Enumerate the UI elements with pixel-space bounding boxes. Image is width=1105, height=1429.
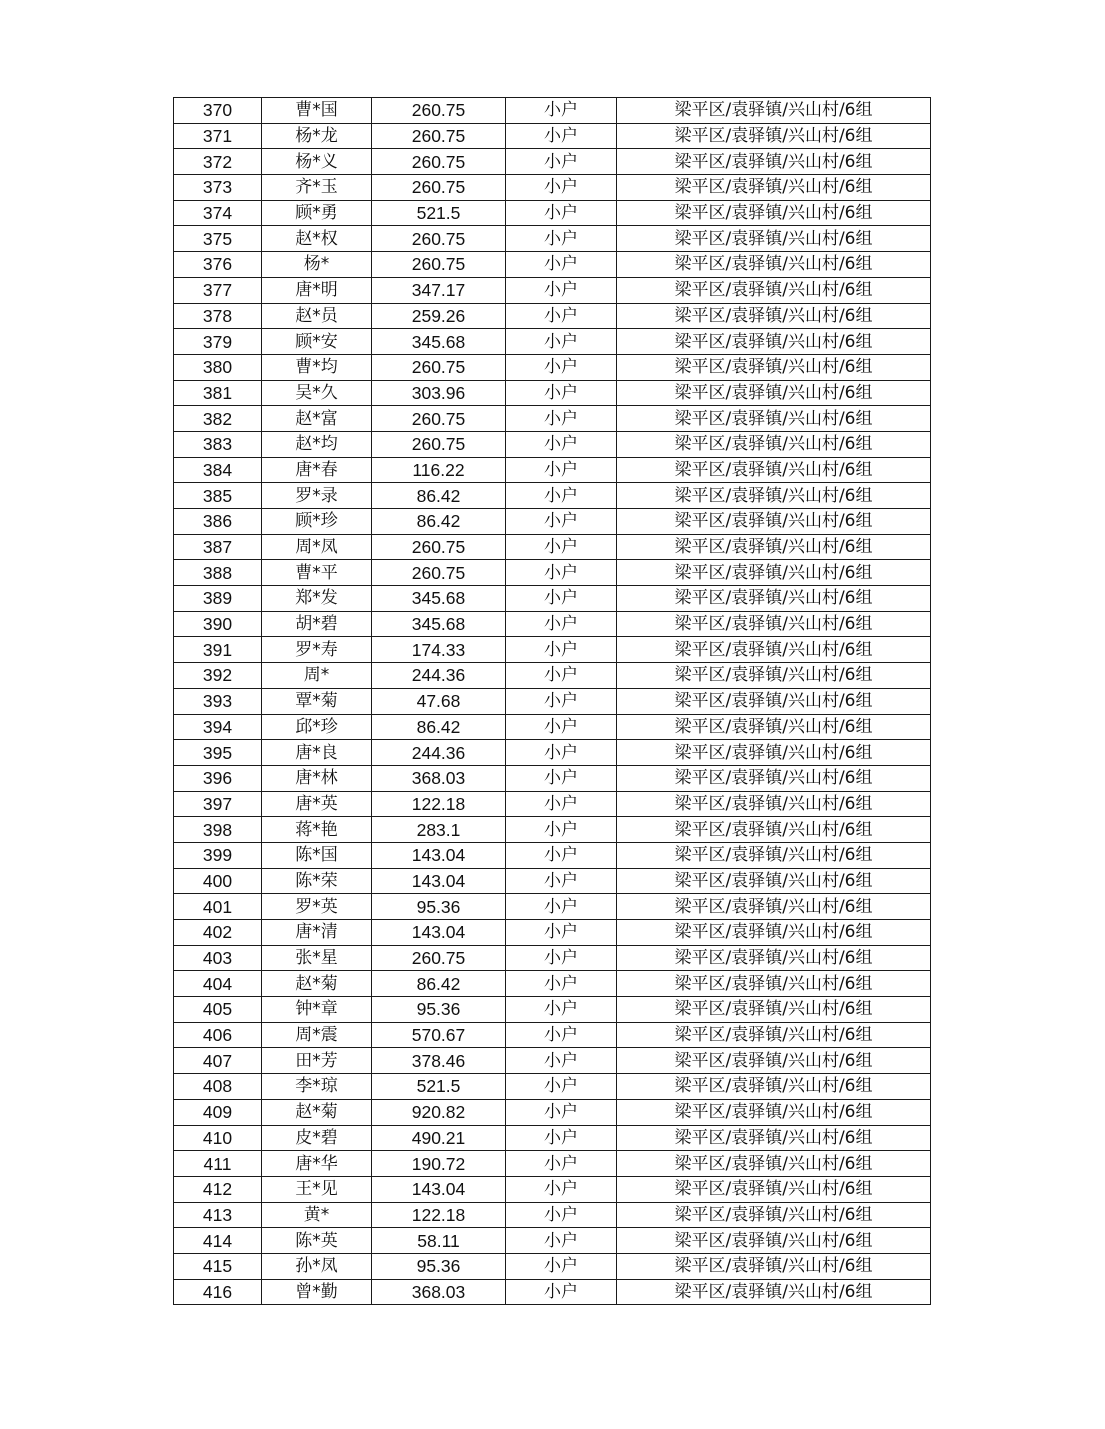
row-number-cell: 416 <box>174 1279 262 1305</box>
household-type-cell: 小户 <box>506 483 617 509</box>
table-row <box>174 200 931 226</box>
amount-cell: 174.33 <box>372 637 506 663</box>
table-row <box>174 1048 931 1074</box>
name-cell: 唐*良 <box>262 740 372 766</box>
row-number-cell: 397 <box>174 791 262 817</box>
household-type-cell: 小户 <box>506 868 617 894</box>
address-cell: 梁平区/袁驿镇/兴山村/6组 <box>617 149 931 175</box>
row-number-cell: 412 <box>174 1176 262 1202</box>
household-type-cell: 小户 <box>506 740 617 766</box>
household-type-cell: 小户 <box>506 509 617 535</box>
table-row <box>174 226 931 252</box>
household-type-cell: 小户 <box>506 688 617 714</box>
address-cell: 梁平区/袁驿镇/兴山村/6组 <box>617 1099 931 1125</box>
address-cell: 梁平区/袁驿镇/兴山村/6组 <box>617 1125 931 1151</box>
amount-cell: 260.75 <box>372 945 506 971</box>
amount-cell: 260.75 <box>372 431 506 457</box>
household-type-cell: 小户 <box>506 714 617 740</box>
row-number-cell: 408 <box>174 1074 262 1100</box>
name-cell: 皮*碧 <box>262 1125 372 1151</box>
table-row <box>174 1253 931 1279</box>
amount-cell: 86.42 <box>372 483 506 509</box>
amount-cell: 378.46 <box>372 1048 506 1074</box>
household-table <box>173 97 931 1305</box>
name-cell: 赵*菊 <box>262 1099 372 1125</box>
row-number-cell: 384 <box>174 457 262 483</box>
name-cell: 唐*林 <box>262 765 372 791</box>
name-cell: 王*见 <box>262 1176 372 1202</box>
address-cell: 梁平区/袁驿镇/兴山村/6组 <box>617 765 931 791</box>
table-row <box>174 997 931 1023</box>
name-cell: 杨*义 <box>262 149 372 175</box>
name-cell: 曹*均 <box>262 354 372 380</box>
household-type-cell: 小户 <box>506 303 617 329</box>
table-row <box>174 431 931 457</box>
address-cell: 梁平区/袁驿镇/兴山村/6组 <box>617 1279 931 1305</box>
household-type-cell: 小户 <box>506 1048 617 1074</box>
household-type-cell: 小户 <box>506 252 617 278</box>
amount-cell: 143.04 <box>372 1176 506 1202</box>
household-type-cell: 小户 <box>506 149 617 175</box>
row-number-cell: 378 <box>174 303 262 329</box>
amount-cell: 920.82 <box>372 1099 506 1125</box>
row-number-cell: 375 <box>174 226 262 252</box>
household-type-cell: 小户 <box>506 1125 617 1151</box>
household-type-cell: 小户 <box>506 997 617 1023</box>
table-row <box>174 354 931 380</box>
household-type-cell: 小户 <box>506 611 617 637</box>
table-row <box>174 277 931 303</box>
amount-cell: 190.72 <box>372 1151 506 1177</box>
amount-cell: 259.26 <box>372 303 506 329</box>
row-number-cell: 392 <box>174 663 262 689</box>
row-number-cell: 376 <box>174 252 262 278</box>
amount-cell: 86.42 <box>372 971 506 997</box>
table-row <box>174 1022 931 1048</box>
amount-cell: 86.42 <box>372 714 506 740</box>
amount-cell: 368.03 <box>372 765 506 791</box>
address-cell: 梁平区/袁驿镇/兴山村/6组 <box>617 842 931 868</box>
address-cell: 梁平区/袁驿镇/兴山村/6组 <box>617 329 931 355</box>
address-cell: 梁平区/袁驿镇/兴山村/6组 <box>617 637 931 663</box>
address-cell: 梁平区/袁驿镇/兴山村/6组 <box>617 483 931 509</box>
row-number-cell: 382 <box>174 406 262 432</box>
table-row <box>174 611 931 637</box>
amount-cell: 122.18 <box>372 791 506 817</box>
address-cell: 梁平区/袁驿镇/兴山村/6组 <box>617 1074 931 1100</box>
amount-cell: 95.36 <box>372 997 506 1023</box>
address-cell: 梁平区/袁驿镇/兴山村/6组 <box>617 123 931 149</box>
name-cell: 田*芳 <box>262 1048 372 1074</box>
amount-cell: 260.75 <box>372 406 506 432</box>
name-cell: 唐*清 <box>262 920 372 946</box>
name-cell: 曹*平 <box>262 560 372 586</box>
table-row <box>174 329 931 355</box>
row-number-cell: 390 <box>174 611 262 637</box>
row-number-cell: 413 <box>174 1202 262 1228</box>
amount-cell: 47.68 <box>372 688 506 714</box>
household-type-cell: 小户 <box>506 1022 617 1048</box>
amount-cell: 260.75 <box>372 534 506 560</box>
amount-cell: 260.75 <box>372 175 506 201</box>
address-cell: 梁平区/袁驿镇/兴山村/6组 <box>617 688 931 714</box>
household-type-cell: 小户 <box>506 1202 617 1228</box>
household-type-cell: 小户 <box>506 637 617 663</box>
name-cell: 顾*勇 <box>262 200 372 226</box>
name-cell: 罗*录 <box>262 483 372 509</box>
address-cell: 梁平区/袁驿镇/兴山村/6组 <box>617 1253 931 1279</box>
household-type-cell: 小户 <box>506 1253 617 1279</box>
name-cell: 唐*华 <box>262 1151 372 1177</box>
row-number-cell: 415 <box>174 1253 262 1279</box>
table-row <box>174 945 931 971</box>
table-row <box>174 842 931 868</box>
name-cell: 周*凤 <box>262 534 372 560</box>
household-type-cell: 小户 <box>506 98 617 124</box>
amount-cell: 368.03 <box>372 1279 506 1305</box>
name-cell: 周* <box>262 663 372 689</box>
amount-cell: 260.75 <box>372 354 506 380</box>
address-cell: 梁平区/袁驿镇/兴山村/6组 <box>617 1202 931 1228</box>
address-cell: 梁平区/袁驿镇/兴山村/6组 <box>617 663 931 689</box>
row-number-cell: 371 <box>174 123 262 149</box>
household-type-cell: 小户 <box>506 1099 617 1125</box>
table-row <box>174 534 931 560</box>
table-row <box>174 637 931 663</box>
name-cell: 郑*发 <box>262 586 372 612</box>
amount-cell: 86.42 <box>372 509 506 535</box>
amount-cell: 570.67 <box>372 1022 506 1048</box>
row-number-cell: 372 <box>174 149 262 175</box>
name-cell: 李*琼 <box>262 1074 372 1100</box>
amount-cell: 521.5 <box>372 200 506 226</box>
address-cell: 梁平区/袁驿镇/兴山村/6组 <box>617 1228 931 1254</box>
table-row <box>174 123 931 149</box>
name-cell: 罗*英 <box>262 894 372 920</box>
household-type-cell: 小户 <box>506 200 617 226</box>
row-number-cell: 383 <box>174 431 262 457</box>
household-type-cell: 小户 <box>506 791 617 817</box>
row-number-cell: 402 <box>174 920 262 946</box>
household-type-cell: 小户 <box>506 765 617 791</box>
row-number-cell: 407 <box>174 1048 262 1074</box>
row-number-cell: 380 <box>174 354 262 380</box>
address-cell: 梁平区/袁驿镇/兴山村/6组 <box>617 920 931 946</box>
address-cell: 梁平区/袁驿镇/兴山村/6组 <box>617 611 931 637</box>
table-row <box>174 406 931 432</box>
amount-cell: 244.36 <box>372 740 506 766</box>
amount-cell: 116.22 <box>372 457 506 483</box>
table-row <box>174 894 931 920</box>
table-row <box>174 98 931 124</box>
household-type-cell: 小户 <box>506 817 617 843</box>
amount-cell: 303.96 <box>372 380 506 406</box>
address-cell: 梁平区/袁驿镇/兴山村/6组 <box>617 98 931 124</box>
amount-cell: 283.1 <box>372 817 506 843</box>
household-type-cell: 小户 <box>506 663 617 689</box>
household-type-cell: 小户 <box>506 380 617 406</box>
row-number-cell: 414 <box>174 1228 262 1254</box>
table-row <box>174 252 931 278</box>
name-cell: 杨* <box>262 252 372 278</box>
amount-cell: 260.75 <box>372 149 506 175</box>
household-type-cell: 小户 <box>506 123 617 149</box>
row-number-cell: 374 <box>174 200 262 226</box>
amount-cell: 345.68 <box>372 611 506 637</box>
household-type-cell: 小户 <box>506 586 617 612</box>
household-type-cell: 小户 <box>506 842 617 868</box>
household-type-cell: 小户 <box>506 406 617 432</box>
name-cell: 陈*荣 <box>262 868 372 894</box>
address-cell: 梁平区/袁驿镇/兴山村/6组 <box>617 226 931 252</box>
household-type-cell: 小户 <box>506 1176 617 1202</box>
household-type-cell: 小户 <box>506 457 617 483</box>
row-number-cell: 396 <box>174 765 262 791</box>
name-cell: 唐*英 <box>262 791 372 817</box>
row-number-cell: 411 <box>174 1151 262 1177</box>
address-cell: 梁平区/袁驿镇/兴山村/6组 <box>617 586 931 612</box>
name-cell: 唐*春 <box>262 457 372 483</box>
name-cell: 唐*明 <box>262 277 372 303</box>
row-number-cell: 400 <box>174 868 262 894</box>
row-number-cell: 377 <box>174 277 262 303</box>
table-row <box>174 971 931 997</box>
table-row <box>174 303 931 329</box>
amount-cell: 95.36 <box>372 894 506 920</box>
row-number-cell: 394 <box>174 714 262 740</box>
name-cell: 赵*权 <box>262 226 372 252</box>
household-type-cell: 小户 <box>506 920 617 946</box>
table-row <box>174 1074 931 1100</box>
row-number-cell: 404 <box>174 971 262 997</box>
address-cell: 梁平区/袁驿镇/兴山村/6组 <box>617 252 931 278</box>
table-row <box>174 586 931 612</box>
table-row <box>174 688 931 714</box>
household-type-cell: 小户 <box>506 431 617 457</box>
name-cell: 陈*国 <box>262 842 372 868</box>
address-cell: 梁平区/袁驿镇/兴山村/6组 <box>617 817 931 843</box>
name-cell: 黄* <box>262 1202 372 1228</box>
row-number-cell: 403 <box>174 945 262 971</box>
row-number-cell: 388 <box>174 560 262 586</box>
address-cell: 梁平区/袁驿镇/兴山村/6组 <box>617 406 931 432</box>
row-number-cell: 373 <box>174 175 262 201</box>
row-number-cell: 401 <box>174 894 262 920</box>
table-row <box>174 765 931 791</box>
address-cell: 梁平区/袁驿镇/兴山村/6组 <box>617 945 931 971</box>
row-number-cell: 381 <box>174 380 262 406</box>
amount-cell: 260.75 <box>372 123 506 149</box>
address-cell: 梁平区/袁驿镇/兴山村/6组 <box>617 714 931 740</box>
name-cell: 赵*富 <box>262 406 372 432</box>
row-number-cell: 409 <box>174 1099 262 1125</box>
address-cell: 梁平区/袁驿镇/兴山村/6组 <box>617 894 931 920</box>
name-cell: 覃*菊 <box>262 688 372 714</box>
amount-cell: 260.75 <box>372 560 506 586</box>
table-row <box>174 175 931 201</box>
household-type-cell: 小户 <box>506 329 617 355</box>
table-row <box>174 509 931 535</box>
amount-cell: 347.17 <box>372 277 506 303</box>
name-cell: 孙*凤 <box>262 1253 372 1279</box>
address-cell: 梁平区/袁驿镇/兴山村/6组 <box>617 791 931 817</box>
amount-cell: 95.36 <box>372 1253 506 1279</box>
row-number-cell: 370 <box>174 98 262 124</box>
address-cell: 梁平区/袁驿镇/兴山村/6组 <box>617 868 931 894</box>
table-row <box>174 1099 931 1125</box>
amount-cell: 143.04 <box>372 920 506 946</box>
address-cell: 梁平区/袁驿镇/兴山村/6组 <box>617 740 931 766</box>
table-row <box>174 868 931 894</box>
row-number-cell: 389 <box>174 586 262 612</box>
name-cell: 张*星 <box>262 945 372 971</box>
table-row <box>174 714 931 740</box>
household-type-cell: 小户 <box>506 1228 617 1254</box>
name-cell: 钟*章 <box>262 997 372 1023</box>
table-row <box>174 663 931 689</box>
name-cell: 杨*龙 <box>262 123 372 149</box>
table-row <box>174 920 931 946</box>
name-cell: 曾*勤 <box>262 1279 372 1305</box>
name-cell: 陈*英 <box>262 1228 372 1254</box>
amount-cell: 122.18 <box>372 1202 506 1228</box>
address-cell: 梁平区/袁驿镇/兴山村/6组 <box>617 175 931 201</box>
household-type-cell: 小户 <box>506 894 617 920</box>
household-type-cell: 小户 <box>506 971 617 997</box>
row-number-cell: 406 <box>174 1022 262 1048</box>
name-cell: 周*震 <box>262 1022 372 1048</box>
row-number-cell: 393 <box>174 688 262 714</box>
row-number-cell: 386 <box>174 509 262 535</box>
address-cell: 梁平区/袁驿镇/兴山村/6组 <box>617 1048 931 1074</box>
table-row <box>174 1176 931 1202</box>
amount-cell: 260.75 <box>372 252 506 278</box>
household-type-cell: 小户 <box>506 1279 617 1305</box>
table-row <box>174 483 931 509</box>
address-cell: 梁平区/袁驿镇/兴山村/6组 <box>617 1176 931 1202</box>
name-cell: 赵*菊 <box>262 971 372 997</box>
table-row <box>174 457 931 483</box>
amount-cell: 143.04 <box>372 842 506 868</box>
table-body <box>174 98 931 1305</box>
name-cell: 邱*珍 <box>262 714 372 740</box>
row-number-cell: 410 <box>174 1125 262 1151</box>
address-cell: 梁平区/袁驿镇/兴山村/6组 <box>617 457 931 483</box>
name-cell: 胡*碧 <box>262 611 372 637</box>
household-type-cell: 小户 <box>506 1151 617 1177</box>
row-number-cell: 398 <box>174 817 262 843</box>
amount-cell: 260.75 <box>372 98 506 124</box>
name-cell: 顾*安 <box>262 329 372 355</box>
address-cell: 梁平区/袁驿镇/兴山村/6组 <box>617 971 931 997</box>
row-number-cell: 395 <box>174 740 262 766</box>
table-row <box>174 560 931 586</box>
table-row <box>174 1151 931 1177</box>
household-type-cell: 小户 <box>506 175 617 201</box>
row-number-cell: 379 <box>174 329 262 355</box>
name-cell: 赵*均 <box>262 431 372 457</box>
address-cell: 梁平区/袁驿镇/兴山村/6组 <box>617 509 931 535</box>
row-number-cell: 399 <box>174 842 262 868</box>
amount-cell: 143.04 <box>372 868 506 894</box>
name-cell: 罗*寿 <box>262 637 372 663</box>
household-type-cell: 小户 <box>506 534 617 560</box>
address-cell: 梁平区/袁驿镇/兴山村/6组 <box>617 1022 931 1048</box>
table-row <box>174 1228 931 1254</box>
amount-cell: 260.75 <box>372 226 506 252</box>
name-cell: 曹*国 <box>262 98 372 124</box>
name-cell: 蒋*艳 <box>262 817 372 843</box>
table-row <box>174 740 931 766</box>
address-cell: 梁平区/袁驿镇/兴山村/6组 <box>617 200 931 226</box>
amount-cell: 58.11 <box>372 1228 506 1254</box>
table-row <box>174 1202 931 1228</box>
household-type-cell: 小户 <box>506 277 617 303</box>
name-cell: 顾*珍 <box>262 509 372 535</box>
amount-cell: 521.5 <box>372 1074 506 1100</box>
address-cell: 梁平区/袁驿镇/兴山村/6组 <box>617 534 931 560</box>
address-cell: 梁平区/袁驿镇/兴山村/6组 <box>617 277 931 303</box>
row-number-cell: 385 <box>174 483 262 509</box>
address-cell: 梁平区/袁驿镇/兴山村/6组 <box>617 1151 931 1177</box>
name-cell: 齐*玉 <box>262 175 372 201</box>
household-type-cell: 小户 <box>506 1074 617 1100</box>
household-type-cell: 小户 <box>506 354 617 380</box>
table-row <box>174 149 931 175</box>
row-number-cell: 387 <box>174 534 262 560</box>
table-row <box>174 791 931 817</box>
household-type-cell: 小户 <box>506 560 617 586</box>
amount-cell: 345.68 <box>372 329 506 355</box>
row-number-cell: 405 <box>174 997 262 1023</box>
address-cell: 梁平区/袁驿镇/兴山村/6组 <box>617 354 931 380</box>
name-cell: 赵*员 <box>262 303 372 329</box>
table-row <box>174 1125 931 1151</box>
address-cell: 梁平区/袁驿镇/兴山村/6组 <box>617 380 931 406</box>
name-cell: 吴*久 <box>262 380 372 406</box>
amount-cell: 244.36 <box>372 663 506 689</box>
table-row <box>174 1279 931 1305</box>
amount-cell: 345.68 <box>372 586 506 612</box>
row-number-cell: 391 <box>174 637 262 663</box>
address-cell: 梁平区/袁驿镇/兴山村/6组 <box>617 997 931 1023</box>
household-type-cell: 小户 <box>506 226 617 252</box>
table-row <box>174 817 931 843</box>
address-cell: 梁平区/袁驿镇/兴山村/6组 <box>617 431 931 457</box>
amount-cell: 490.21 <box>372 1125 506 1151</box>
address-cell: 梁平区/袁驿镇/兴山村/6组 <box>617 560 931 586</box>
table-row <box>174 380 931 406</box>
household-type-cell: 小户 <box>506 945 617 971</box>
address-cell: 梁平区/袁驿镇/兴山村/6组 <box>617 303 931 329</box>
